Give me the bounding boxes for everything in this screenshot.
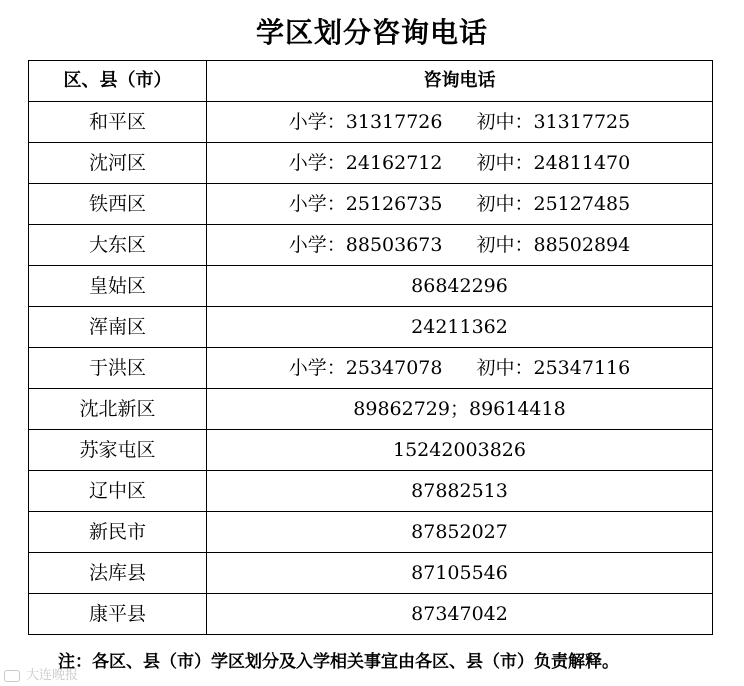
district-cell: 大东区 <box>29 225 207 266</box>
table-row <box>29 348 713 389</box>
district-cell: 辽中区 <box>29 471 207 512</box>
page-title: 学区划分咨询电话 <box>255 16 488 49</box>
table-row <box>29 553 713 594</box>
phone-cell <box>207 184 713 225</box>
phone-cell <box>207 348 713 389</box>
table-row <box>29 266 713 307</box>
table-row <box>29 143 713 184</box>
table-row <box>29 102 713 143</box>
phone-column-header: 咨询电话 <box>207 61 713 102</box>
phone-cell: 24211362 <box>207 307 713 348</box>
table-row <box>29 471 713 512</box>
consultation-phone-table <box>28 60 713 635</box>
phone-cell <box>207 102 713 143</box>
footnote: 注：各区、县（市）学区划分及入学相关事宜由各区、县（市）负责解释。 <box>58 652 619 672</box>
district-cell: 沈北新区 <box>29 389 207 430</box>
district-column-header: 区、县（市） <box>29 61 207 102</box>
table-row <box>29 225 713 266</box>
primary-school-phone: 小学：25126735 <box>288 193 443 215</box>
middle-school-phone: 初中：25347116 <box>476 357 631 379</box>
table-header-row <box>29 61 713 102</box>
district-cell: 法库县 <box>29 553 207 594</box>
table-row <box>29 184 713 225</box>
district-cell: 沈河区 <box>29 143 207 184</box>
phone-cell: 87852027 <box>207 512 713 553</box>
primary-school-phone: 小学：88503673 <box>288 234 443 256</box>
primary-school-phone: 小学：25347078 <box>288 357 443 379</box>
phone-cell: 86842296 <box>207 266 713 307</box>
watermark-text: 大连晚报 <box>26 668 79 683</box>
phone-cell: 87347042 <box>207 594 713 635</box>
table-row <box>29 594 713 635</box>
district-cell: 新民市 <box>29 512 207 553</box>
table-row <box>29 307 713 348</box>
middle-school-phone: 初中：88502894 <box>476 234 631 256</box>
district-cell: 苏家屯区 <box>29 430 207 471</box>
district-cell: 和平区 <box>29 102 207 143</box>
district-cell: 铁西区 <box>29 184 207 225</box>
phone-cell <box>207 143 713 184</box>
phone-cell: 87882513 <box>207 471 713 512</box>
district-cell: 浑南区 <box>29 307 207 348</box>
middle-school-phone: 初中：25127485 <box>476 193 631 215</box>
primary-school-phone: 小学：24162712 <box>288 152 443 174</box>
middle-school-phone: 初中：24811470 <box>476 152 631 174</box>
phone-cell: 87105546 <box>207 553 713 594</box>
primary-school-phone: 小学：31317726 <box>288 111 443 133</box>
table-row <box>29 512 713 553</box>
watermark-logo-icon <box>4 670 20 682</box>
district-cell: 皇姑区 <box>29 266 207 307</box>
middle-school-phone: 初中：31317725 <box>476 111 631 133</box>
phone-cell: 15242003826 <box>207 430 713 471</box>
district-cell: 于洪区 <box>29 348 207 389</box>
phone-cell <box>207 225 713 266</box>
table-row <box>29 389 713 430</box>
phone-cell: 89862729；89614418 <box>207 389 713 430</box>
table-row <box>29 430 713 471</box>
district-cell: 康平县 <box>29 594 207 635</box>
